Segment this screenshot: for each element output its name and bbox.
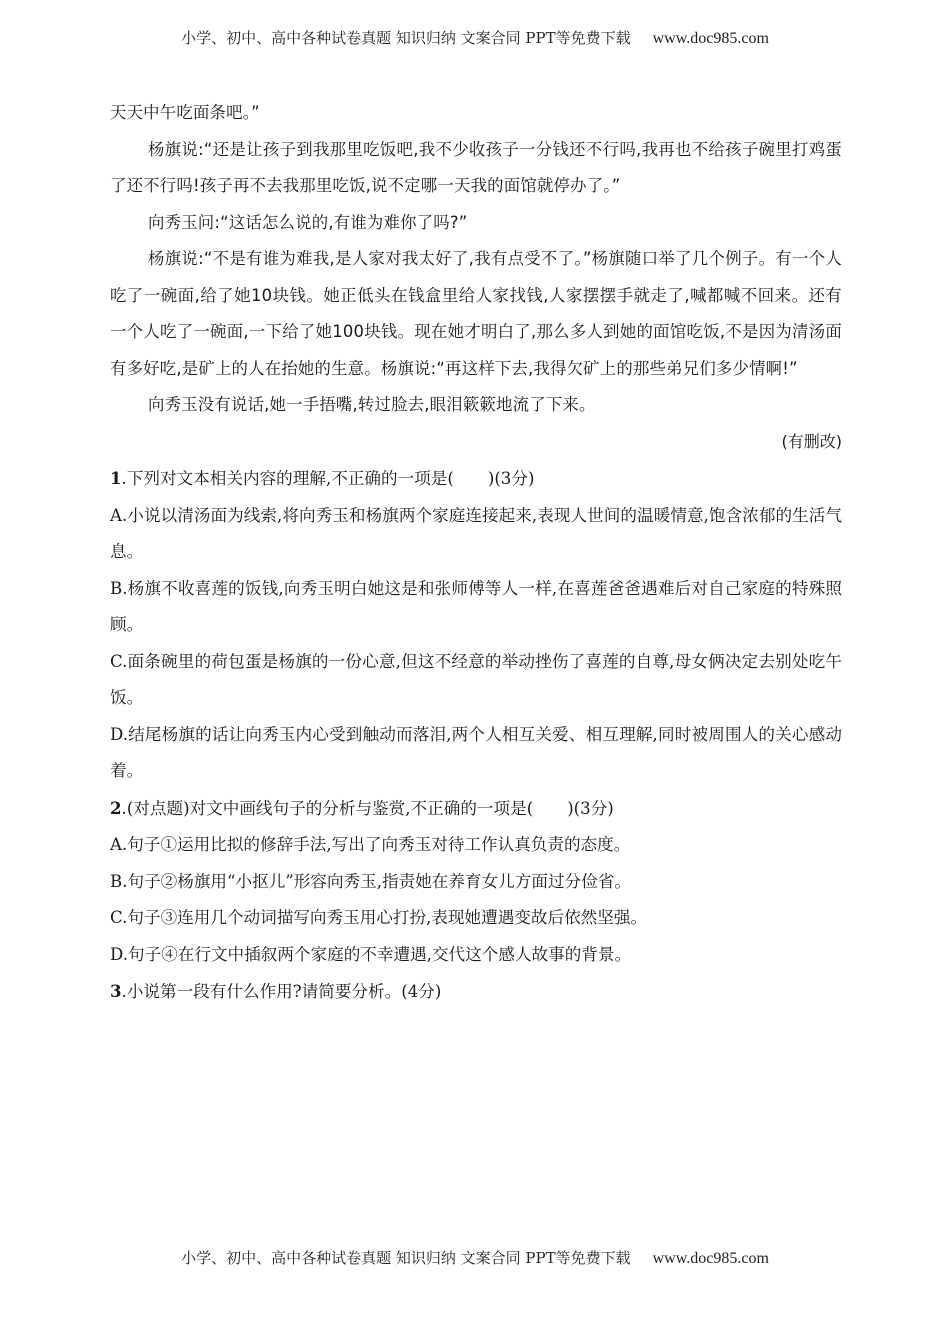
footer-url[interactable]: www.doc985.com	[652, 1250, 769, 1267]
question-2-option-a: A.句子①运用比拟的修辞手法,写出了向秀玉对待工作认真负责的态度。	[110, 835, 631, 854]
source-note: (有删改)	[781, 431, 842, 451]
story-paragraph: 向秀玉没有说话,她一手捂嘴,转过脸去,眼泪簌簌地流了下来。	[148, 395, 596, 414]
question-2-option-b: B.句子②杨旗用“小抠儿”形容向秀玉,指责她在养育女儿方面过分俭省。	[110, 871, 631, 891]
page-footer	[0, 1247, 950, 1268]
story-paragraph: 杨旗说:“不是有谁为难我,是人家对我太好了,我有点受不了。”杨旗随口举了几个例子。有一个人吃了一碗面,给了她10块钱。她正低头在钱盒里给人家找钱,人家摆摆手就走了,喊都喊不回来。还有一个人吃了一碗面,一下给了她100块钱。现在她才明白了,那么多人到她的面馆吃饭,不是因为清汤面有多好吃,是矿上的人在抬她的生意。杨旗说:“再这样下去,我得欠矿上的那些弟兄们多少情啊!”	[110, 249, 842, 378]
footer-text: 小学、初中、高中各种试卷真题 知识归纳 文案合同 PPT等免费下载	[181, 1249, 631, 1267]
story-paragraph: 杨旗说:“还是让孩子到我那里吃饭吧,我不少收孩子一分钱还不行吗,我再也不给孩子碗里打鸡蛋了还不行吗!孩子再不去我那里吃饭,说不定哪一天我的面馆就停办了。”	[110, 139, 842, 195]
question-3-stem: 3.小说第一段有什么作用?请简要分析。(4分)	[110, 981, 442, 1001]
story-paragraph: 天天中午吃面条吧。”	[110, 103, 260, 122]
question-1-option-d: D.结尾杨旗的话让向秀玉内心受到触动而落泪,两个人相互关爱、相互理解,同时被周围人的关心感动着。	[110, 724, 842, 780]
document-body	[110, 95, 842, 1011]
question-1-option-a: A.小说以清汤面为线索,将向秀玉和杨旗两个家庭连接起来,表现人世间的温暖情意,饱含浓郁的生活气息。	[110, 505, 842, 561]
story-paragraph: 向秀玉问:“这话怎么说的,有谁为难你了吗?”	[148, 212, 468, 232]
question-number: 1	[110, 468, 122, 488]
question-number: 3	[110, 981, 122, 1001]
header-url[interactable]: www.doc985.com	[652, 30, 769, 47]
question-1-option-c: C.面条碗里的荷包蛋是杨旗的一份心意,但这不经意的举动挫伤了喜莲的自尊,母女俩决定去别处吃午饭。	[110, 651, 842, 707]
question-2-option-d: D.句子④在行文中插叙两个家庭的不幸遭遇,交代这个感人故事的背景。	[110, 944, 632, 964]
page-header	[0, 27, 950, 48]
story-excerpt	[110, 95, 842, 424]
question-list	[110, 460, 842, 1011]
header-text: 小学、初中、高中各种试卷真题 知识归纳 文案合同 PPT等免费下载	[181, 29, 631, 47]
question-2-stem: 2.(对点题)对文中画线句子的分析与鉴赏,不正确的一项是( )(3分)	[110, 797, 614, 818]
question-2-option-c: C.句子③连用几个动词描写向秀玉用心打扮,表现她遭遇变故后依然坚强。	[110, 908, 648, 927]
question-1-option-b: B.杨旗不收喜莲的饭钱,向秀玉明白她这是和张师傅等人一样,在喜莲爸爸遇难后对自己家庭的特殊照顾。	[110, 578, 842, 634]
question-1-stem: 1.下列对文本相关内容的理解,不正确的一项是( )(3分)	[110, 468, 535, 488]
question-number: 2	[110, 797, 122, 818]
